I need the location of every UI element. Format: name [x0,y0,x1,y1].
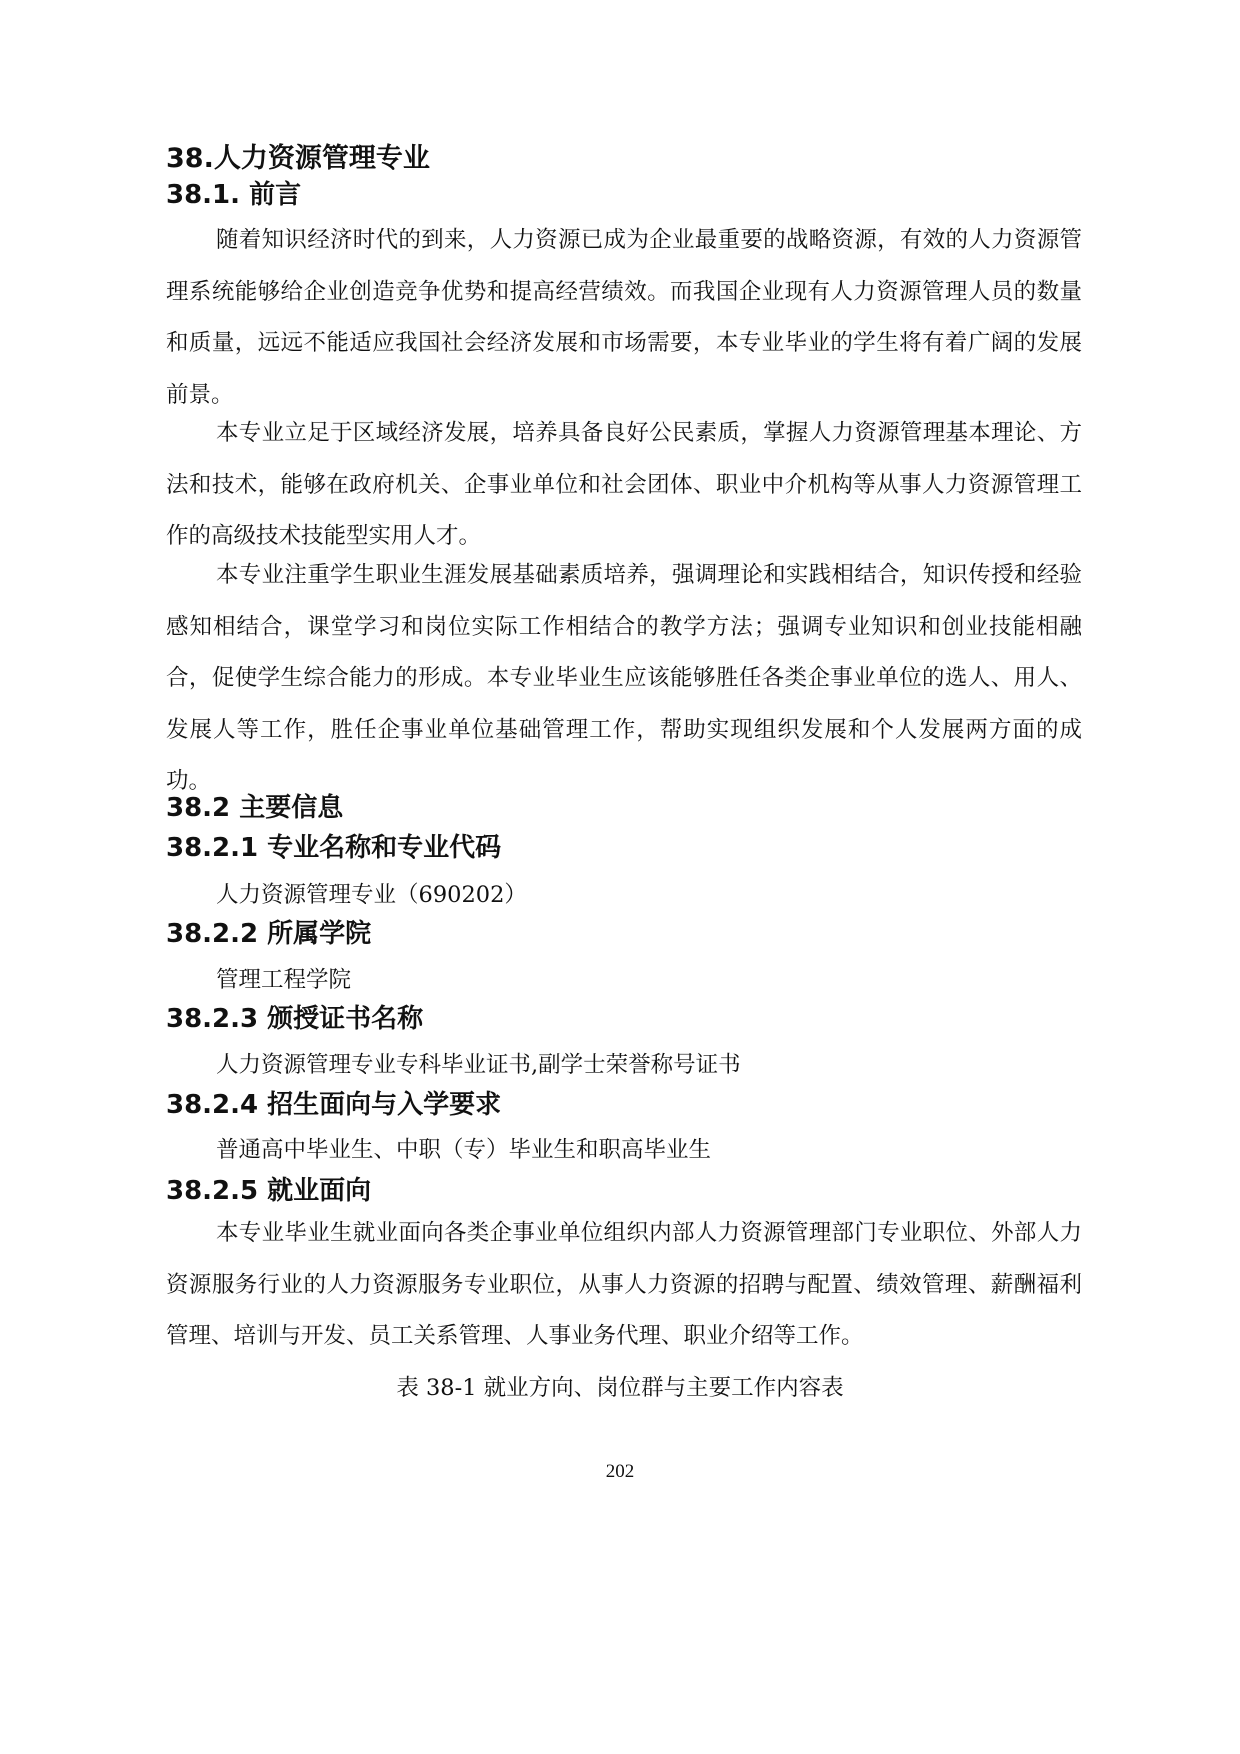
preface-paragraph-3: 本专业注重学生职业生涯发展基础素质培养，强调理论和实践相结合，知识传授和经验感知相结合，课堂学习和岗位实际工作相结合的教学方法；强调专业知识和创业技能相融合，促使学生综合能力的形成。本专业毕业生应该能够胜任各类企事业单位的选人、用人、发展人等工作，胜任企事业单位基础管理工作，帮助实现组织发展和个人发展两方面的成功。 [166,562,1082,794]
major-name-text: 人力资源管理专业（690202） [216,882,527,908]
preface-paragraph-1: 随着知识经济时代的到来，人力资源已成为企业最重要的战略资源，有效的人力资源管理系统能够给企业创造竞争优势和提高经营绩效。而我国企业现有人力资源管理人员的数量和质量，远远不能适应我国社会经济发展和市场需要，本专业毕业的学生将有着广阔的发展前景。 [166,227,1082,408]
preface-paragraph-2: 本专业立足于区域经济发展，培养具备良好公民素质，掌握人力资源管理基本理论、方法和技术，能够在政府机关、企事业单位和社会团体、职业中介机构等从事人力资源管理工作的高级技术技能型实用人才。 [166,420,1082,549]
certificate-text: 人力资源管理专业专科毕业证书,副学士荣誉称号证书 [216,1052,741,1078]
page-number: 202 [605,1461,635,1482]
subsection-heading-certificate: 38.2.3 颁授证书名称 [166,1004,424,1034]
subsection-heading-college: 38.2.2 所属学院 [166,919,372,949]
subsection-heading-major-name: 38.2.1 专业名称和专业代码 [166,833,502,863]
section-heading-preface: 38.1. 前言 [166,180,302,210]
chapter-title: 38.人力资源管理专业 [166,143,430,174]
section-heading-main-info: 38.2 主要信息 [166,793,344,823]
college-text: 管理工程学院 [216,967,352,993]
table-caption: 表 38-1 就业方向、岗位群与主要工作内容表 [396,1375,844,1401]
employment-paragraph: 本专业毕业生就业面向各类企事业单位组织内部人力资源管理部门专业职位、外部人力资源服务行业的人力资源服务专业职位，从事人力资源的招聘与配置、绩效管理、薪酬福利管理、培训与开发、员工关系管理、人事业务代理、职业介绍等工作。 [166,1220,1082,1349]
subsection-heading-enrollment: 38.2.4 招生面向与入学要求 [166,1090,502,1120]
subsection-heading-employment: 38.2.5 就业面向 [166,1176,372,1206]
enrollment-text: 普通高中毕业生、中职（专）毕业生和职高毕业生 [216,1137,712,1163]
